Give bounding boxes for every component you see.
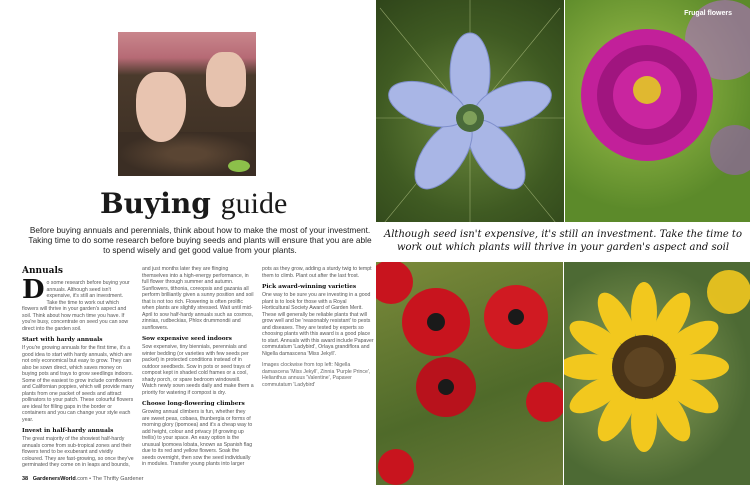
pull-quote: Although seed isn't expensive, it's still an investment. Take the time to work out which plants will thrive in your garden's aspect and soil [376,222,750,262]
climbers-body: Growing annual climbers is fun, whether they are sweet peas, cobaea, thunbergia or forms of morning glory (ipomoea) and it's a cheap way to add height, colour and privacy (if growing up trellis) to your space. An easy option is the unusual Ipomoea lobata, known as Spanish flag due to its red and yellow flowers. Soak the seeds overnight, then sow the seed individually in modules. Transfer young plants into larger pots as they grow, adding a sturdy twig to tempt them to climb. Plant out after the last frost. [142,266,372,467]
halfhardy-body: The great majority of the showiest half-hardy annuals come from sub-tropical zones and their flowers tend to be exuberant and vividly coloured. They are fast-growing, so once they've germinated they come on in leaps and bounds, and just months later they are flinging themselves into a high-energy performance, in full flower through summer and autumn. Sunflowers, tithonia, coreopsis and gazania all perform brilliantly given a sunny position and soil that is not too rich. Flowering is often prolific when plants are slightly stressed. Wait until mid-April to sow half-hardy annuals such as cosmos, zinnias, rudbeckias, Phlox drummondii and sunflowers. [22,266,254,468]
sunflower-graphic [564,262,750,485]
annuals-text: o some research before buying your annuals. Although seed isn't expensive, it's still an investment. Take the time to work out which flowers will thrive in your garden's aspect and soil. Think about how much time you have. If you're busy, concentrate on seed you can sow direct into the garden soil. [22,280,130,332]
section-tag: Frugal flowers [684,10,732,17]
poppy-flowers-graphic [376,262,563,485]
photo-nigella [376,0,564,222]
title-light: guide [220,187,288,220]
page-number: 38 [22,476,29,482]
page-title [100,186,380,222]
dropcap: D [22,275,45,305]
annuals-heading: Annuals [22,266,63,276]
halfhardy-heading: Invest in half-hardy annuals [22,428,114,434]
site-name: GardenersWorld [32,476,76,482]
hand [136,72,186,142]
indoors-heading: Sow expensive seed indoors [142,336,232,342]
site-suffix: .com • The Thrifty Gardener [75,476,144,482]
hand [206,52,246,107]
photo-sunflower [564,262,750,485]
annuals-body [22,275,134,332]
hardy-heading: Start with hardy annuals [22,337,103,343]
award-body: One way to be sure you are investing in a good plant is to look for those with a Royal Horticultural Society Award of Garden Merit. These will generally be reliable plants that will grow well and be 'reasonably resistant' to pests and diseases. They are tested by experts so choosing plants with this award is a good place to start. Annuals with this award include Papaver commutatum 'Ladybird', Orlaya grandiflora and Nigella damascena 'Miss Jekyll'. [262,292,374,357]
seedling [228,160,250,172]
photo-hands-sowing-seeds [118,32,256,176]
title-bold: Buying [100,187,211,220]
nigella-flower-graphic [376,0,564,222]
article-columns [22,266,374,472]
climbers-heading: Choose long-flowering climbers [142,401,245,407]
photo-poppy [376,262,563,485]
zinnia-flower-graphic [565,0,750,222]
page-footer [22,476,143,483]
image-caption: Images clockwise from top left: Nigella damascena 'Miss Jekyll', Zinnia 'Purple Prince', Helianthus annuus 'Valentine', Papaver commutatum 'Ladybird' [262,362,371,388]
photo-zinnia [565,0,750,222]
intro-text: Before buying annuals and perennials, think about how to make the most of your investment. Taking time to do some research before buying seeds and plants will ensure that you are able to spend wisely and get good value from your plants. [28,225,372,255]
award-heading: Pick award-winning varieties [262,284,357,290]
indoors-body: Sow expensive, tiny biennials, perennials and winter bedding (or varieties with few seeds per packet) in protected conditions instead of in outdoor seedbeds. Sow in pots or seed trays of compost kept in shaded cold frames or a cool, shady porch, or spare bedroom windowsill. Watch newly sown seeds daily and make them a priority for watering if compost is dry. [142,344,254,396]
hardy-body: If you're growing annuals for the first time, it's a good idea to start with hardy annuals, which are not only economical but easy to grow. They can also be sown direct, which saves money on buying pots and trays to grow seedlings indoors. Some of the easiest to grow include cornflowers and Californian poppies, which will provide many plants from one packet of seeds and attract pollinators to your patch. These colourful flowers are ideal for filling gaps in the border or containers and you can change your style each year. [22,345,134,423]
